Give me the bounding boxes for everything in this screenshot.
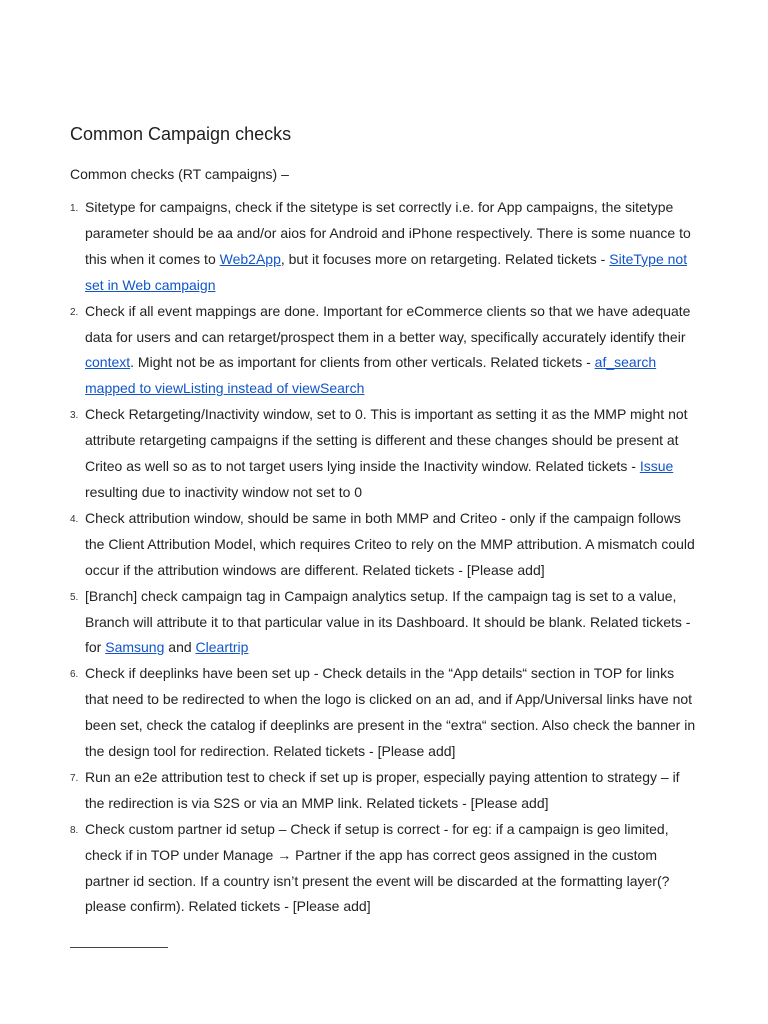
- link-af-search-ticket[interactable]: af_search mapped to viewListing instead of viewSearch: [85, 354, 657, 397]
- item-text: , but it focuses more on retargeting. Related tickets -: [280, 250, 610, 267]
- list-number: 8.: [70, 824, 79, 836]
- item-text: Check Retargeting/Inactivity window, set to 0. This is important as setting it as the MMP might not attribute retargeting campaigns if the setting is different and these changes should be present at Criteo as well so as to not target users lying inside the Inactivity window. Related tickets -: [85, 406, 688, 475]
- item-text: Check if all event mappings are done. Important for eCommerce clients so that we have adequate data for users and can retarget/prospect them in a better way, specifically accurately identify their: [85, 302, 691, 345]
- link-cleartrip[interactable]: Cleartrip: [195, 639, 249, 656]
- item-text: Check custom partner id setup – Check if setup is correct - for eg: if a campaign is geo limited, check if in TOP under Manage → Partner if the app has correct geos assigned in the custom partner id section. If a country isn’t present the event will be discarded at the formatting layer(? please confirm). Related tickets - [Please add]: [85, 820, 670, 915]
- section-subtitle: Common checks (RT campaigns) –: [70, 166, 289, 182]
- list-number: 2.: [70, 306, 79, 318]
- checks-list: [70, 195, 700, 920]
- list-number: 6.: [70, 669, 79, 681]
- list-number: 5.: [70, 591, 79, 603]
- list-item: [70, 402, 700, 506]
- list-item: [70, 584, 700, 662]
- item-text: Run an e2e attribution test to check if set up is proper, especially paying attention to strategy – if the redirection is via S2S or via an MMP link. Related tickets - [Please add]: [85, 768, 680, 811]
- list-number: 4.: [70, 513, 79, 525]
- section-divider: [70, 947, 168, 948]
- list-item: [70, 506, 700, 584]
- list-item: [70, 817, 700, 921]
- item-text: [Branch] check campaign tag in Campaign analytics setup. If the campaign tag is set to a value, Branch will attribute it to that particular value in its Dashboard. It should be blank. Related tickets - for: [85, 587, 691, 656]
- list-number: 1.: [70, 203, 79, 214]
- link-samsung[interactable]: Samsung: [105, 639, 165, 656]
- item-text: and: [164, 639, 196, 656]
- link-context[interactable]: context: [85, 354, 131, 371]
- list-number: 7.: [70, 772, 79, 784]
- list-item: [70, 765, 700, 817]
- page-title: Common Campaign checks: [70, 124, 292, 144]
- item-text: . Might not be as important for clients from other verticals. Related tickets -: [130, 354, 595, 371]
- item-text: Sitetype for campaigns, check if the sitetype is set correctly i.e. for App campaigns, the sitetype parameter should be aa and/or aios for Android and iPhone respectively. There is some nuance to this when it comes to: [85, 199, 691, 267]
- link-web2app[interactable]: Web2App: [219, 250, 281, 267]
- list-number: 3.: [70, 410, 79, 422]
- list-item: [70, 661, 700, 765]
- item-text: Check attribution window, should be same in both MMP and Criteo - only if the campaign follows the Client Attribution Model, which requires Criteo to rely on the MMP attribution. A mismatch could occur if the attribution windows are different. Related tickets - [Please add]: [85, 509, 695, 578]
- list-item: [70, 195, 700, 299]
- link-sitetype-ticket[interactable]: SiteType not set in Web campaign: [85, 250, 688, 293]
- item-text: Check if deeplinks have been set up - Check details in the “App details“ section in TOP for links that need to be redirected to when the logo is clicked on an ad, and if App/Universal links have not been set, check the catalog if deeplinks are present in the “extra“ section. Also check the banner in the design tool for redirection. Related tickets - [Please add]: [85, 665, 696, 760]
- item-text: resulting due to inactivity window not set to 0: [85, 483, 363, 500]
- list-item: [70, 299, 700, 403]
- link-issue[interactable]: Issue: [639, 458, 674, 475]
